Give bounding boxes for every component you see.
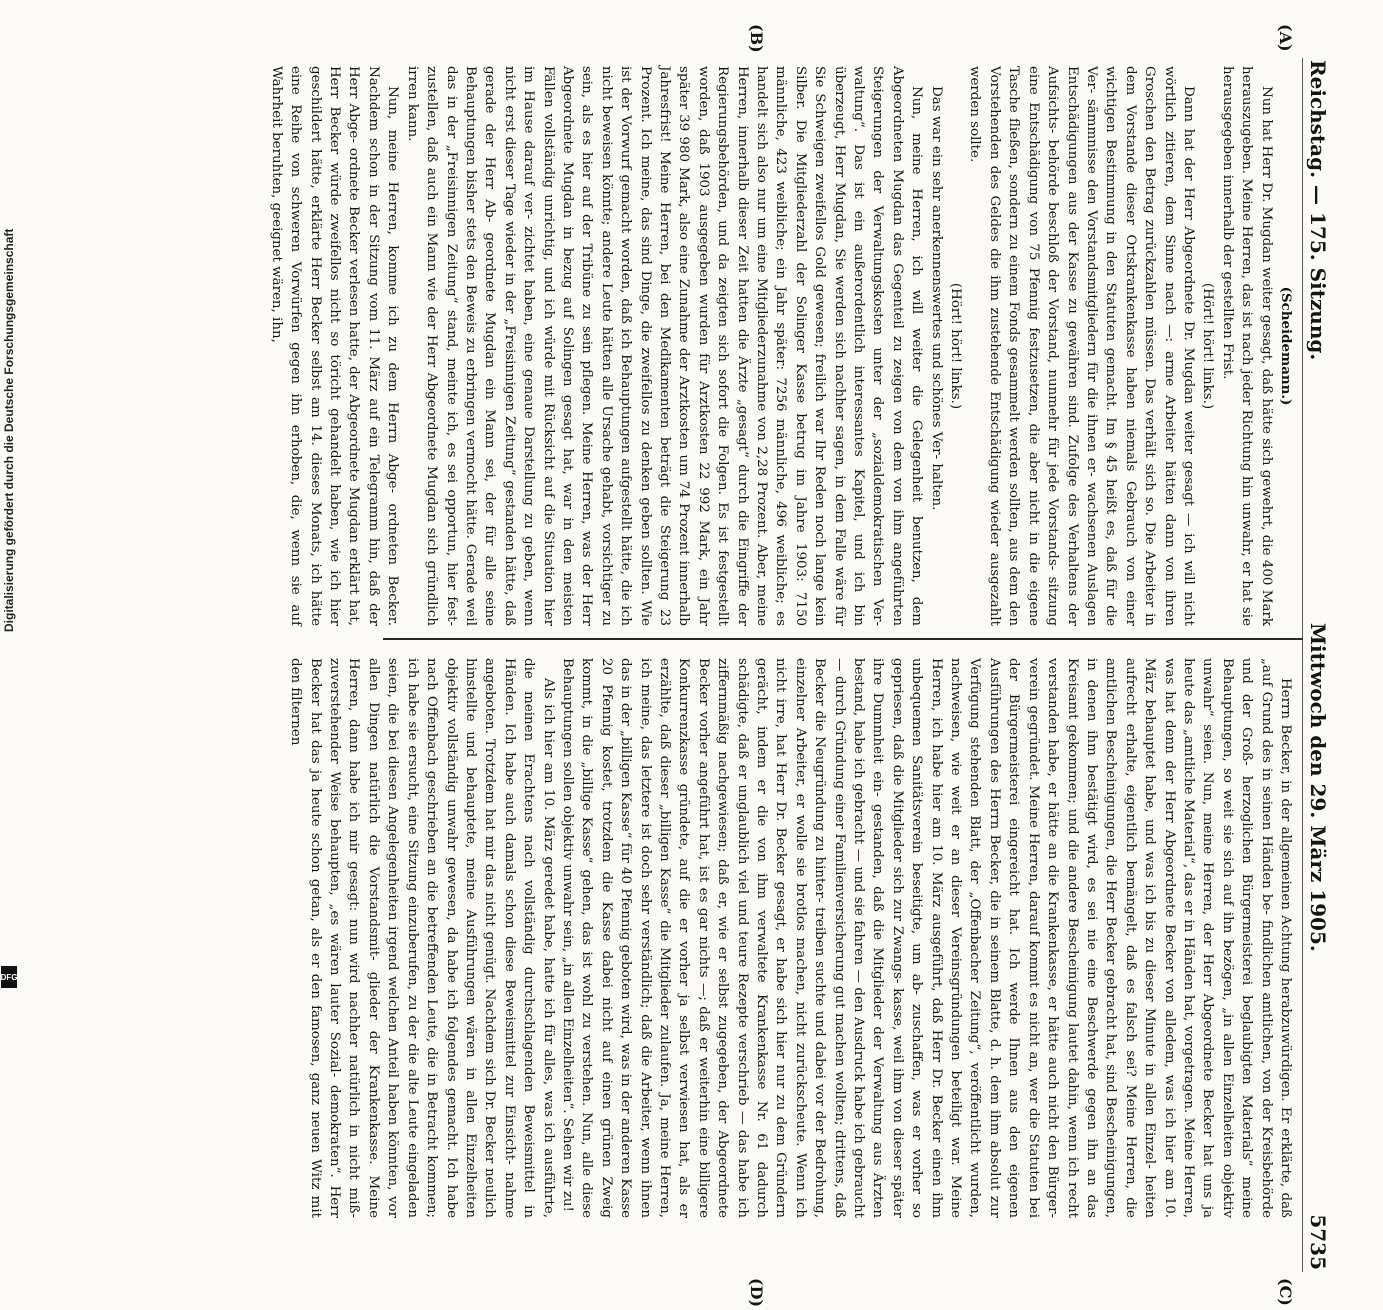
speaker-name: (Scheidemann.): [1278, 286, 1294, 406]
paragraph: Als ich hier am 10. März geredet habe, hatte ich für alles, was ich ausführte, die meinen Erachtens nach vollständig durchschlagenden Beweismittel in Händen. Ich habe auch damals schon diese Beweismittel zur Einsicht- nahme angeboten. Trotzdem hat mir das nicht genügt. Nachdem sich Dr. Becker neulich hinstellte und behauptete, meine Ausführungen wären in allen Einzelheiten objektiv vollständig unwahr gewesen, da habe ich folgendes gemacht. Ich habe nach Offenbach geschrieben an die betreffenden Leute, die in Betracht kommen; ich habe sie ersucht, eine Sitzung einzuberufen, zu der die alte Leute eingeladen seien, die bei diesen Angelegenheiten irgend welchen Anteil haben könnten, vor allen Dingen natürlich die Vorstandsmit- glieder der Krankenkasse. Meine Herren, dann habe ich mir gesagt: nun wird nachher natürlich in nicht miß- zuverstehender Weise behaupten, „es wären lauter Sozial- demokraten“. Herr Becker hat das ja heute schon getan, als er den famosen, ganz neuen Witz mit den filternen: [288, 658, 556, 1218]
paragraph: Nun, meine Herren, ich will weiter die Gelegenheit benutzen, dem Abgeordneten Mugdan das Gegenteil zu zeigen von dem von ihm angeführten Steigerungen der Verwaltungskosten unter der „sozialdemokratischen Ver- waltung“. Das ist ein außerordentlich interessantes Kapitel, und ich bin überzeugt, Herr Mugdan, Sie werden sich nachher sagen, in dem Falle wäre für Sie Schweigen zweifellos Gold gewesen; freilich war Ihr Reden noch lange kein Silber. Die Mitgliederzahl der Solinger Kasse betrug im Jahre 1903: 7150 männliche, 423 weibliche; ein Jahr später: 7256 männliche, 496 weibliche; es handelt sich also nur um eine Mitgliederzunahme von 2,28 Prozent. Aber, meine Herren, innerhalb dieser Zeit hatten die Ärzte „gesagt“ durch die Eingriffe der Regierungsbehörden, und da zeigten sich sofort die Folgen. Es ist festgestellt worden, daß 1903 ausgegeben wurden für Arztkosten 22 992 Mark, ein Jahr später 39 980 Mark, also eine Zunahme der Arztkosten um 74 Prozent innerhalb Jahresfrist! Meine Herren, bei den Medikamenten beträgt die Steigerung 23 Prozent. Ich meine, das sind Dinge, die zweifellos zu denken geben sollten. Wie ist der Vorwurf gemacht worden, daß ich Behauptungen aufgestellt hätte, die ich nicht beweisen könnte; andere Leute hätten alle Ursache gehabt, vorsichtiger zu sein, als es hier auf der Tribüne zu sein pflegen. Meine Herren, was der Herr Abgeordnete Mugdan in bezug auf Solingen gesagt hat, war in den meisten Fällen vollständig unrichtig, und ich würde mit Rücksicht auf die Situation hier im Hause darauf ver- zichtet haben, eine genaue Darstellung zu geben, wenn nicht erst dieser Tage wieder in der „Freisinnigen Zeitung“ gestanden hätte, daß gerade der Herr Ab- geordnete Mugdan ein Mann sei, der für alle seine Behauptungen bisher stets den Beweis zu erbringen vermocht hätte. Gerade weil das in der „Freisinnigen Zeitung“ stand, meinte ich, es sei opportun, hier fest- zustellen, daß auch ein Mann wie der Herr Abgeordnete Mugdan sich gründlich irren kann.: [404, 66, 925, 626]
margin-marker-d: (D): [747, 1278, 766, 1308]
page-header: [1303, 60, 1333, 1270]
text-column-left: [268, 66, 1295, 626]
interjection: (Hört! hört! links.): [1200, 282, 1216, 410]
margin-marker-a: (A): [1276, 24, 1295, 52]
rotated-document-page: [268, 10, 1341, 1310]
paragraph: Das war ein sehr anerkennenswertes und schönes Ver- halten.: [928, 86, 944, 511]
digitization-credit: Digitalisierung gefördert durch die Deutsche Forschungsgemeinschaft: [2, 228, 16, 632]
paragraph: Nun hat Herr Dr. Mugdan weiter gesagt, daß hätte sich gewehrt, die 400 Mark herauszugeben. Meine Herren, das ist nach jeder Richtung hin unwahr, er hat sie herausgegeben innerhalb der gestellten Frist.: [1219, 66, 1274, 626]
paragraph: Dann hat der Herr Abgeordnete Dr. Mugdan weiter gesagt — ich will nicht wörtlich zitieren, dem Sinne nach —: arme Arbeiter hätten dann von ihren Groschen den Betrag zurückzahlen müssen. Das verhält sich so. Die Arbeiter in dem Vorstande dieser Ortskrankenkasse haben niemals Gebrauch von einer wichtigen Bestimmung in den Statuten gemacht. Im § 45 heißt es, daß für die Ver- sämmnisse den Vorstandsmitgliedern für die ihnen er- wachsenen Auslagen Entschädigungen aus der Kasse zu gewähren sind. Zufolge des Verhaltens der Aufsichts- behörde beschloß der Vorstand, nunmehr für jede Vorstands- sitzung eine Entschädigung von 75 Pfennig festzusetzen, die aber nicht in die eigene Tasche fließen, sondern zu einem Fonds gesammelt werden sollten, aus dem den Vorstehenden des Geldes die ihm zustehende Entschädigung wieder ausgezahlt werden sollte.: [967, 66, 1196, 626]
paragraph: Nun, meine Herren, komme ich zu dem Herrn Abge- ordneten Becker. Nachdem schon in der Sitzung vom 11. März auf ein Telegramm hin, daß der Herr Abge- ordnete Becker verlesen hatte, der Abgeordnete Mugdan erklärt hat, Herr Becker würde zweifellos nicht so töricht gehandelt haben, wie ich hier geschildert hätte, erklärte Herr Becker selbst am 14. dieses Monats, ich hätte eine Reihe von schweren Vorwürfen gegen ihn erhoben, die, wenn sie auf Wahrheit beruhten, geeignet wären, ihn,: [268, 66, 401, 626]
header-rule: [1302, 58, 1303, 1272]
dfg-logo: DFG: [1, 966, 17, 988]
page-number: 5735: [1306, 1214, 1330, 1270]
margin-marker-b: (B): [747, 24, 766, 53]
column-divider: [383, 638, 1303, 640]
text-column-right: [288, 658, 1295, 1218]
header-date: Mittwoch den 29. März 1905.: [1306, 622, 1330, 952]
interjection: (Hört! hört! links.): [948, 282, 964, 410]
margin-marker-c: (C): [1276, 1278, 1295, 1306]
paragraph: Herrn Becker, in der allgemeinen Achtung herabzuwürdigen. Er erklärte, daß „auf Grund des in seinen Händen be- findlichen amtlichen, von der Kreisbehörde und der Groß- herzoglichen Bürgermeisterei beglaubigten Materials“ meine Behauptungen, so weit sie sich auf ihn bezögen, „in allen Einzelheiten objektiv unwahr“ seien. Nun, meine Herren, der Herr Abgeordnete Becker hat uns ja heute das „amtliche Material“, das er in Händen hat, vorgetragen. Meine Herren, was hat denn der Herr Abgeordnete Becker von alledem, was ich hier am 10. März behauptet habe, und was ich bis zu dieser Minute in allen Einzel- heiten aufrecht erhalte, eigentlich bemängelt, daß es falsch sei? Meine Herren, die amtlichen Bescheinigungen, die Herr Becker gebracht hat, sind Bescheinigungen, in denen ihm bestätigt wird, es sei nie eine Beschwerde gegen ihn an das Kreisamt gekommen; und die andere Bescheinigung lautet dahin, wenn ich recht verstanden habe, er hätte an die Krankenkasse, er hätte auch nicht den Bürger- verein gegründet. Meine Herren, darauf kommt es nicht an, wer die Statuten bei der Bürgermeisterei eingereicht hat. Ich werde Ihnen aus den eigenen Ausführungen des Herrn Becker, die in seinem Blatte, d. h. dem ihm absolut zur Verfügung stehenden Blatt, der „Offenbacher Zeitung“, veröffentlicht wurden, nachweisen, wie weit er an dieser Vereinsgründungen beteiligt war. Meine Herren, ich habe hier am 10. März ausgeführt, daß Herr Dr. Becker einen ihm unbequemen Sanitätsverein beseitigte, um ab- zuschaffen, was er vorher so gepriesen, daß die Mitglieder sich zur Zwangs- kasse, weil ihm von dieser später ihre Dummheit ein- gestanden, daß die Mitglieder der Verwaltung aus Ärzten bestand, habe ich gebracht — und sie fahren — den Ausdruck habe ich gebraucht — durch Gründung einer Familienversicherung gut machen wollten; drittens, daß Becker die Neugründung zu hinter- treiben suchte und dabei vor der Bedrohung, einzelner Arbeiter, er wolle sie brotlos machen, nicht zurückscheute. Wenn ich nicht irre, hat Herr Dr. Becker gesagt, er habe sich hier nur zu dem Gründern gerächt, indem er die von ihm verwaltete Krankenkasse Nr. 61 dadurch schädigte, daß er unglaublich viel und teure Rezepte verschrieb — das habe ich ziffernmäßig nachgewiesen; daß er, wie er selbst zugegeben, der Abgeordnete Becker vorher angeführt hat, ist es gar nichts —; daß er weiterhin eine billigere Konkurrenzkasse gründete, auf die er vorher ja selbst verwiesen hat, als er erzählte, daß dieser „billigen Kasse“ die Mitglieder zulaufen. Ja, meine Herren, ich meine, das letztere ist doch sehr verständlich; daß die Arbeiter, wenn ihnen das in der „billigen Kasse“ für 40 Pfennig geboten wird, was in der anderen Kasse 20 Pfennig kostet, trotzdem die Kasse dabei nicht auf einen grünen Zweig kommt, in die „billige Kasse“ gehen, das ist wohl zu verstehen. Nun, alle diese Behauptungen sollen objektiv unwahr sein, „in allen Einzelheiten“. Sehen wir zu!: [559, 658, 1293, 1218]
header-session-title: Reichstag. — 175. Sitzung.: [1306, 60, 1330, 361]
